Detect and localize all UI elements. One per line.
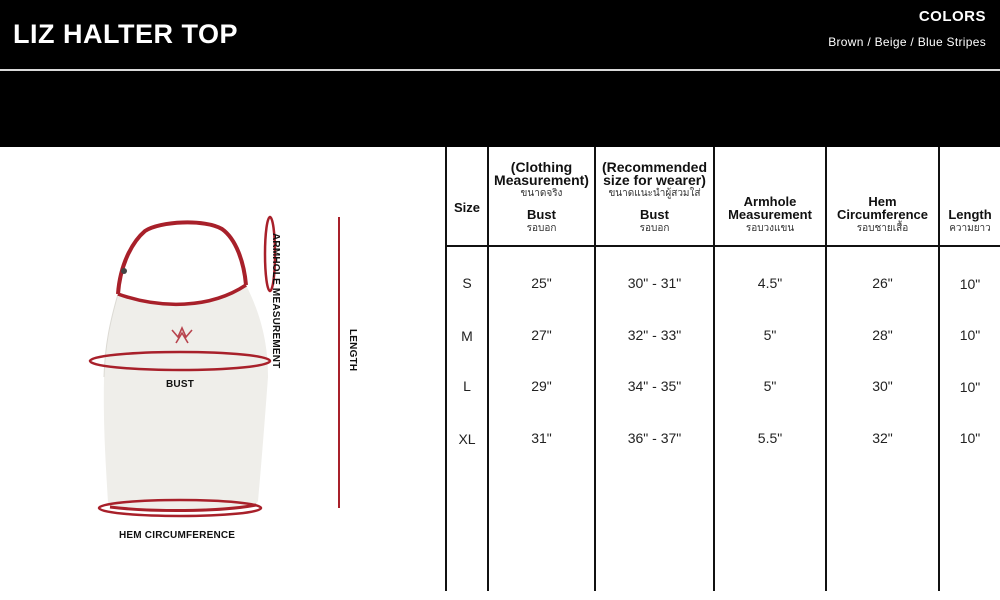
cell-clothing-bust: 31" xyxy=(531,430,552,446)
strap-clasp xyxy=(121,268,127,274)
header-clothing-bust: (Clothing Measurement) ขนาดจริง Bust รอบอก xyxy=(494,159,589,234)
header-size: Size xyxy=(453,200,480,215)
cell-hem: 26" xyxy=(872,275,893,291)
cell-length: 10" xyxy=(959,430,981,446)
header-recommended-bust: (Recommended size for wearer) ขนาดแนะนำผู้สวมใส่ Bust รอบอก xyxy=(601,159,708,234)
cell-size: S xyxy=(462,275,472,291)
cell-clothing-bust: 25" xyxy=(531,275,552,291)
cell-hem: 30" xyxy=(872,378,893,394)
hem-label: HEM CIRCUMFERENCE xyxy=(119,530,236,541)
cell-recommended-bust: 36" - 37" xyxy=(627,430,682,446)
halter-strap xyxy=(118,222,246,294)
length-label: LENGTH xyxy=(347,329,358,372)
cell-size: M xyxy=(461,328,473,344)
cell-recommended-bust: 30" - 31" xyxy=(627,275,682,291)
colors-heading: COLORS xyxy=(918,8,986,25)
cell-recommended-bust: 32" - 33" xyxy=(627,327,682,343)
cell-hem: 28" xyxy=(872,327,893,343)
product-title: LIZ HALTER TOP xyxy=(13,19,238,49)
cell-length: 10" xyxy=(959,276,981,292)
cell-armhole: 5.5" xyxy=(757,430,783,446)
size-chart-table xyxy=(445,147,1000,591)
garment-illustration xyxy=(0,147,445,600)
header-armhole: Armhole Measurement รอบวงแขน xyxy=(728,194,812,234)
header-divider xyxy=(0,69,1000,71)
colors-value: Brown / Beige / Blue Stripes xyxy=(828,35,986,49)
cell-armhole: 5" xyxy=(763,378,777,394)
cell-armhole: 4.5" xyxy=(757,275,783,291)
cell-clothing-bust: 27" xyxy=(531,327,552,343)
cell-armhole: 5" xyxy=(763,327,777,343)
cell-size: XL xyxy=(458,431,476,447)
cell-length: 10" xyxy=(959,327,981,343)
header-length: Length ความยาว xyxy=(948,207,992,234)
cell-size: L xyxy=(463,378,471,394)
cell-clothing-bust: 29" xyxy=(531,378,552,394)
garment-body xyxy=(104,285,268,511)
cell-recommended-bust: 34" - 35" xyxy=(627,378,682,394)
armhole-label: ARMHOLE MEASUREMENT xyxy=(270,233,281,369)
bust-label: BUST xyxy=(166,379,195,390)
cell-length: 10" xyxy=(959,379,981,395)
cell-hem: 32" xyxy=(872,430,893,446)
header-banner xyxy=(0,0,1000,147)
header-row-divider xyxy=(445,245,1000,247)
header-hem: Hem Circumference รอบชายเสื้อ xyxy=(836,194,929,234)
